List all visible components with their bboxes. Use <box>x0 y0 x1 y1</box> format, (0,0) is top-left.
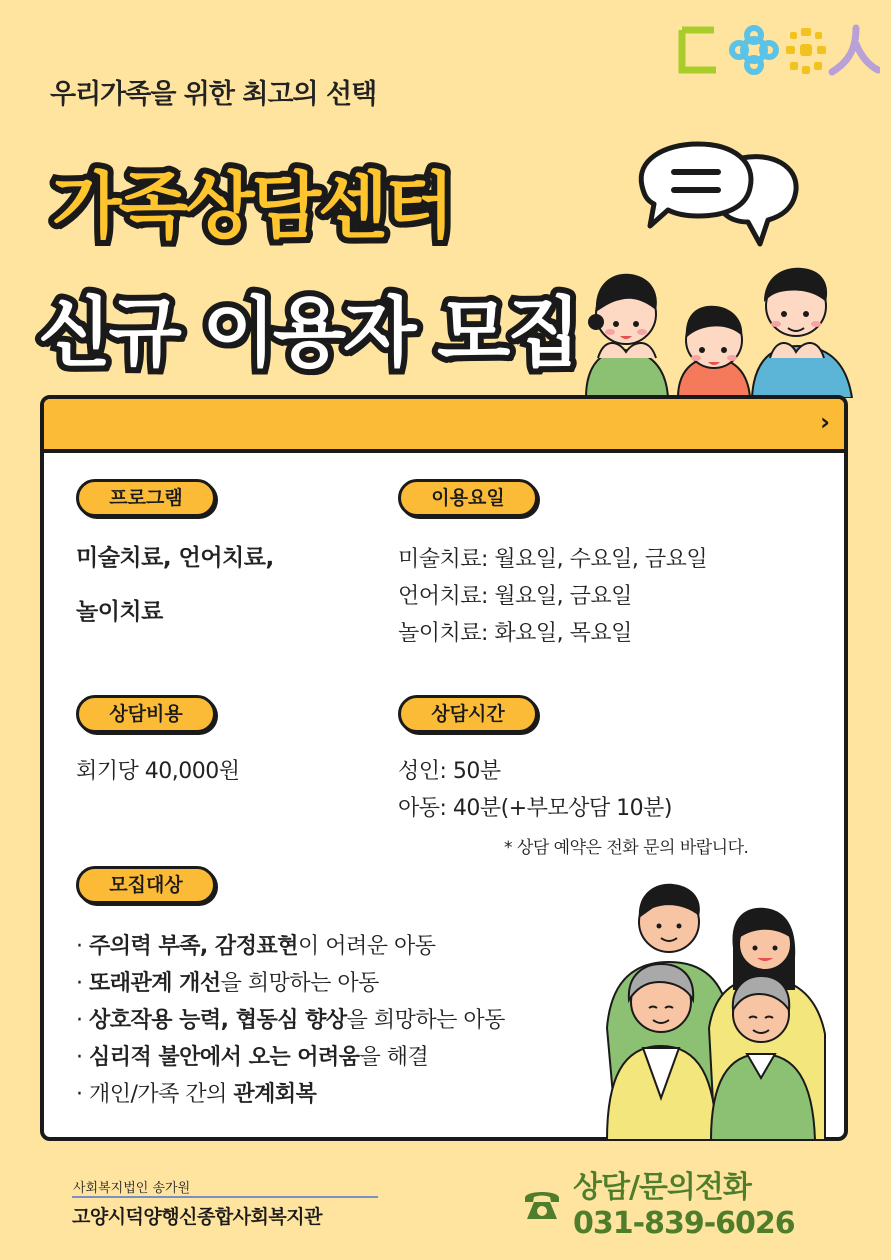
days-line-3: 놀이치료: 화요일, 목요일 <box>398 621 632 646</box>
org-divider <box>72 1196 378 1198</box>
target-label-pill: 모집대상 <box>76 866 216 904</box>
chevron-right-icon: › <box>820 408 830 436</box>
phone-icon <box>522 1186 562 1222</box>
cost-label-pill: 상담비용 <box>76 695 216 733</box>
card-header-bar <box>44 399 844 453</box>
org-name: 고양시덕양행신종합사회복지관 <box>72 1206 322 1228</box>
list-item: · 상호작용 능력, 협동심 향상을 희망하는 아동 <box>76 1008 505 1033</box>
list-item: · 주의력 부족, 감정표현이 어려운 아동 <box>76 934 436 959</box>
program-label-pill: 프로그램 <box>76 479 216 517</box>
time-line-2: 아동: 40분(+부모상담 10분) <box>398 796 673 821</box>
days-line-1: 미술치료: 월요일, 수요일, 금요일 <box>398 547 708 572</box>
cost-line-1: 회기당 40,000원 <box>76 759 240 784</box>
contact-label: 상담/문의전화 <box>573 1170 751 1205</box>
reservation-note: * 상담 예약은 전화 문의 바랍니다. <box>504 838 749 858</box>
org-parent-name: 사회복지법인 송가원 <box>73 1181 191 1196</box>
days-line-2: 언어치료: 월요일, 금요일 <box>398 584 632 609</box>
contact-phone-number[interactable]: 031-839-6026 <box>573 1206 795 1241</box>
program-line-2: 놀이치료 <box>76 599 163 625</box>
list-item: · 개인/가족 간의 관계회복 <box>76 1082 317 1107</box>
kids-illustration-icon <box>584 262 856 398</box>
speech-bubbles-icon <box>632 138 802 254</box>
program-line-1: 미술치료, 언어치료, <box>76 545 274 571</box>
page-title: 가족상담센터 <box>52 164 452 248</box>
days-label-pill: 이용요일 <box>398 479 538 517</box>
list-item: · 심리적 불안에서 오는 어려움을 해결 <box>76 1045 429 1070</box>
time-line-1: 성인: 50분 <box>398 759 501 784</box>
list-item: · 또래관계 개선을 희망하는 아동 <box>76 971 379 996</box>
header-subtitle: 우리가족을 위한 최고의 선택 <box>50 79 377 110</box>
family-illustration-icon <box>597 878 837 1140</box>
page-title-secondary: 신규 이용자 모집 <box>38 288 578 377</box>
logo-mark-icon <box>676 22 880 78</box>
time-label-pill: 상담시간 <box>398 695 538 733</box>
